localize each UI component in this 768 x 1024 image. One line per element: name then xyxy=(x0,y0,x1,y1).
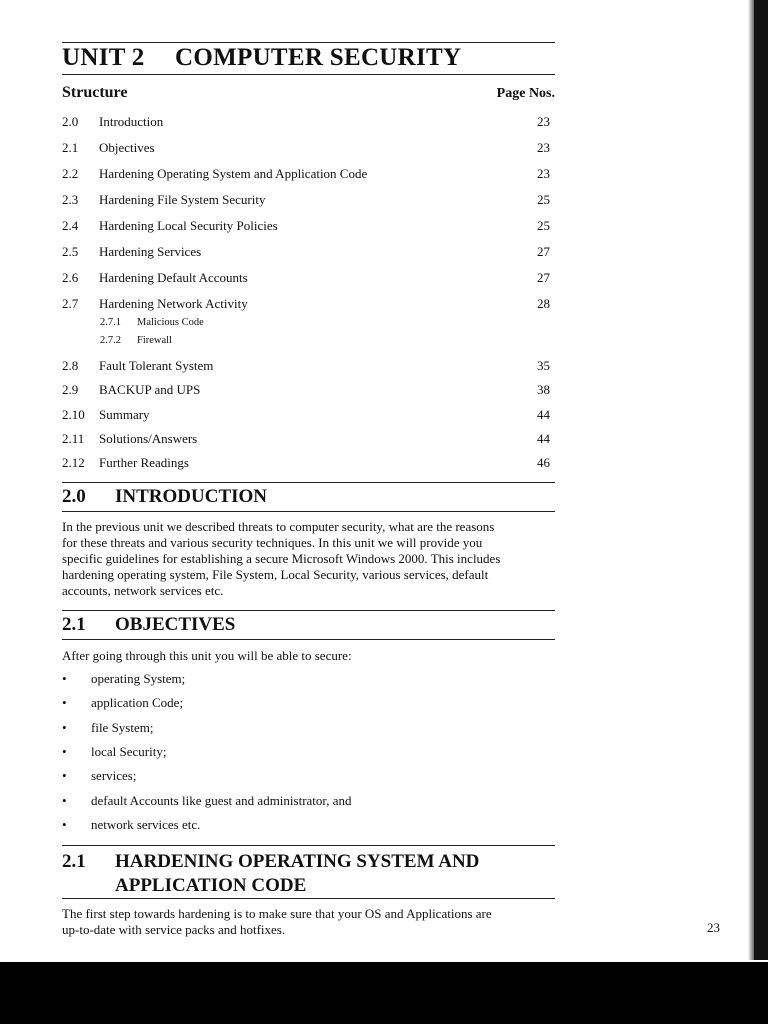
toc-title: Hardening Default Accounts xyxy=(99,270,248,285)
list-item-text: network services etc. xyxy=(91,817,201,832)
toc-number: 2.8 xyxy=(62,358,79,373)
structure-label: Structure xyxy=(62,84,128,101)
toc-title: Hardening Operating System and Application Code xyxy=(99,166,368,181)
toc-title: Fault Tolerant System xyxy=(99,358,214,373)
objectives-heading-number: 2.1 xyxy=(62,614,86,635)
toc-title: Hardening Services xyxy=(99,244,202,259)
toc-page: 44 xyxy=(537,431,550,446)
page-number: 23 xyxy=(707,920,720,935)
unit-number: UNIT 2 xyxy=(62,44,145,71)
objectives-lead: After going through this unit you will be able to secure: xyxy=(62,648,352,663)
toc-title: Objectives xyxy=(99,140,155,155)
list-item xyxy=(62,744,166,760)
toc-number: 2.0 xyxy=(62,114,79,129)
hardening-heading-line2: APPLICATION CODE xyxy=(115,875,307,896)
list-item xyxy=(62,720,153,736)
intro-line: In the previous unit we described threats to computer security, what are the reasons xyxy=(62,519,495,534)
toc-title: Summary xyxy=(99,407,150,422)
bullet-icon: • xyxy=(62,793,67,808)
hardening-paragraph xyxy=(62,906,552,938)
hardening-heading xyxy=(62,850,479,898)
intro-heading-title: INTRODUCTION xyxy=(115,486,268,507)
bullet-icon: • xyxy=(62,671,67,686)
toc-page: 25 xyxy=(537,192,550,207)
unit-name: COMPUTER SECURITY xyxy=(175,44,462,71)
toc-subrow xyxy=(100,335,172,346)
toc-page: 28 xyxy=(537,296,550,311)
toc-title: Hardening Network Activity xyxy=(99,296,248,311)
hardening-heading-number: 2.1 xyxy=(62,851,86,872)
top-rule xyxy=(62,42,555,43)
toc-sub-title: Firewall xyxy=(137,335,172,346)
list-item xyxy=(62,671,185,687)
toc-page: 35 xyxy=(537,358,550,373)
hardening-top-rule xyxy=(62,845,555,846)
objectives-heading xyxy=(62,614,235,636)
toc-number: 2.2 xyxy=(62,166,79,181)
bullet-icon: • xyxy=(62,720,67,735)
bullet-icon: • xyxy=(62,695,67,710)
toc-title: Solutions/Answers xyxy=(99,431,198,446)
toc-page: 38 xyxy=(537,382,550,397)
toc-sub-number: 2.7.2 xyxy=(100,335,121,346)
list-item xyxy=(62,695,183,711)
list-item xyxy=(62,793,352,809)
toc-title: Hardening Local Security Policies xyxy=(99,218,278,233)
toc-sub-number: 2.7.1 xyxy=(100,317,121,328)
objectives-bottom-rule xyxy=(62,639,555,640)
toc-page: 27 xyxy=(537,270,550,285)
toc-page: 23 xyxy=(537,140,550,155)
toc-number: 2.12 xyxy=(62,455,85,470)
hardening-line: up-to-date with service packs and hotfixes. xyxy=(62,922,286,937)
title-underline xyxy=(62,74,555,75)
objectives-top-rule xyxy=(62,610,555,611)
toc-page: 25 xyxy=(537,218,550,233)
toc-page: 23 xyxy=(537,166,550,181)
toc-title: Introduction xyxy=(99,114,164,129)
hardening-heading-line1: HARDENING OPERATING SYSTEM AND xyxy=(115,851,480,872)
intro-top-rule xyxy=(62,482,555,483)
list-item xyxy=(62,817,200,833)
toc-number: 2.1 xyxy=(62,140,79,155)
toc-page: 23 xyxy=(537,114,550,129)
bullet-icon: • xyxy=(62,744,67,759)
toc-number: 2.4 xyxy=(62,218,79,233)
list-item-text: operating System; xyxy=(91,671,186,686)
toc-subrow xyxy=(100,317,204,328)
toc-sub-title: Malicious Code xyxy=(137,317,204,328)
toc-page: 44 xyxy=(537,407,550,422)
list-item-text: local Security; xyxy=(91,744,167,759)
intro-line: hardening operating system, File System, Local Security, various services, default xyxy=(62,567,489,582)
hardening-bottom-rule xyxy=(62,898,555,899)
list-item-text: application Code; xyxy=(91,695,184,710)
intro-bottom-rule xyxy=(62,511,555,512)
toc-number: 2.9 xyxy=(62,382,79,397)
toc-number: 2.11 xyxy=(62,431,85,446)
intro-paragraph xyxy=(62,519,542,599)
toc-title: Further Readings xyxy=(99,455,189,470)
toc-number: 2.6 xyxy=(62,270,79,285)
toc-number: 2.3 xyxy=(62,192,79,207)
toc-title: Hardening File System Security xyxy=(99,192,266,207)
toc-number: 2.5 xyxy=(62,244,79,259)
page-nos-label: Page Nos. xyxy=(496,86,555,101)
intro-heading xyxy=(62,486,267,508)
list-item-text: file System; xyxy=(91,720,154,735)
list-item-text: services; xyxy=(91,768,137,783)
toc-number: 2.7 xyxy=(62,296,79,311)
bullet-icon: • xyxy=(62,768,67,783)
toc-title: BACKUP and UPS xyxy=(99,382,201,397)
list-item xyxy=(62,768,136,784)
intro-line: for these threats and various security techniques. In this unit we will provide you xyxy=(62,535,483,550)
toc-number: 2.10 xyxy=(62,407,85,422)
toc-page: 46 xyxy=(537,455,550,470)
list-item-text: default Accounts like guest and administrator, and xyxy=(91,793,352,808)
toc-page: 27 xyxy=(537,244,550,259)
hardening-line: The first step towards hardening is to make sure that your OS and Applications are xyxy=(62,906,492,921)
bullet-icon: • xyxy=(62,817,67,832)
intro-line: specific guidelines for establishing a secure Microsoft Windows 2000. This includes xyxy=(62,551,501,566)
objectives-heading-title: OBJECTIVES xyxy=(115,614,236,635)
intro-heading-number: 2.0 xyxy=(62,486,86,507)
unit-title xyxy=(62,44,461,72)
scan-edge xyxy=(754,0,768,960)
intro-line: accounts, network services etc. xyxy=(62,583,224,598)
scan-bottom-border xyxy=(0,962,768,1024)
